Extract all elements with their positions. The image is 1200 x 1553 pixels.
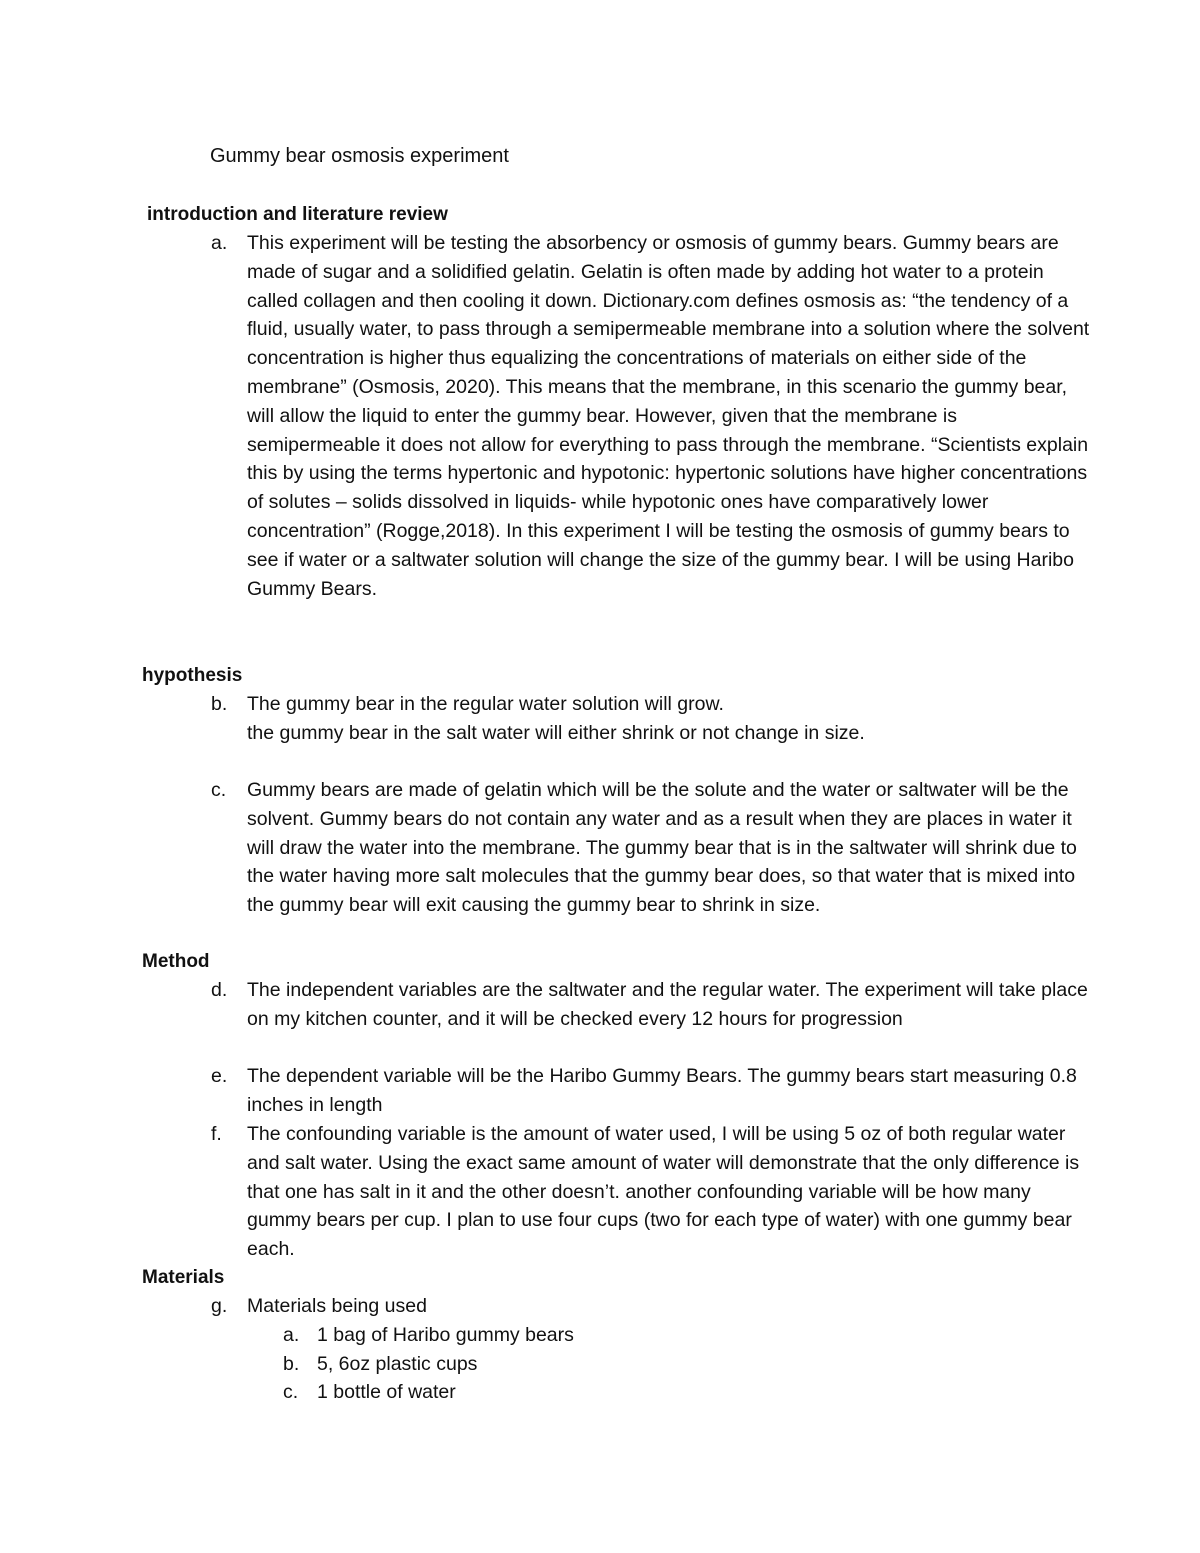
- list-item-g: [211, 1292, 1091, 1321]
- sub-list-item-a: [283, 1321, 574, 1350]
- sub-list-label: a.: [283, 1324, 300, 1346]
- intro-heading: introduction and literature review: [147, 204, 448, 225]
- sub-list-item-c: [283, 1378, 456, 1407]
- list-item-e: [211, 1062, 1091, 1120]
- list-label: b.: [211, 693, 228, 715]
- hypothesis-heading: hypothesis: [142, 665, 243, 686]
- list-text: Materials being used: [247, 1295, 427, 1317]
- list-item-c: [211, 776, 1091, 920]
- list-label: a.: [211, 232, 228, 254]
- sub-list-text: 1 bottle of water: [317, 1381, 456, 1403]
- sub-list-text: 1 bag of Haribo gummy bears: [317, 1324, 574, 1346]
- document-title: Gummy bear osmosis experiment: [210, 145, 509, 167]
- sub-list-item-b: [283, 1350, 477, 1379]
- list-label: e.: [211, 1065, 228, 1087]
- list-label: d.: [211, 979, 228, 1001]
- list-label: g.: [211, 1295, 228, 1317]
- list-label: c.: [211, 779, 227, 801]
- materials-heading: Materials: [142, 1267, 225, 1288]
- list-item-d: [211, 976, 1091, 1034]
- list-item-b: [211, 690, 1091, 748]
- list-item-a: [211, 229, 1091, 603]
- list-text-continued: the gummy bear in the salt water will either shrink or not change in size.: [247, 721, 865, 744]
- method-heading: Method: [142, 951, 210, 972]
- list-text: The dependent variable will be the Haribo Gummy Bears. The gummy bears start measuring 0.8 inches in length: [247, 1065, 1077, 1116]
- sub-list-text: 5, 6oz plastic cups: [317, 1353, 478, 1375]
- list-label: f.: [211, 1123, 222, 1145]
- list-item-f: [211, 1120, 1091, 1264]
- sub-list-label: c.: [283, 1381, 299, 1403]
- list-text: The confounding variable is the amount of water used, I will be using 5 oz of both regular water and salt water. Using the exact same amount of water will demonstrate that the only difference is that one has salt in it and the other doesn’t. another confounding variable will be how many gummy bears per cup. I plan to use four cups (two for each type of water) with one gummy bear each.: [247, 1123, 1080, 1261]
- sub-list-label: b.: [283, 1353, 300, 1375]
- list-text: Gummy bears are made of gelatin which will be the solute and the water or saltwater will be the solvent. Gummy bears do not contain any water and as a result when they are places in water it will draw the water into the membrane. The gummy bear that is in the saltwater will shrink due to the water having more salt molecules that the gummy bear does, so that water that is mixed into the gummy bear will exit causing the gummy bear to shrink in size.: [247, 779, 1077, 917]
- list-text: The independent variables are the saltwater and the regular water. The experiment will take place on my kitchen counter, and it will be checked every 12 hours for progression: [247, 979, 1088, 1030]
- list-text: This experiment will be testing the absorbency or osmosis of gummy bears. Gummy bears are made of sugar and a solidified gelatin. Gelatin is often made by adding hot water to a protein called collagen and then cooling it down. Dictionary.com defines osmosis as: “the tendency of a fluid, usually water, to pass through a semipermeable membrane into a solution where the solvent concentration is higher thus equalizing the concentrations of materials on either side of the membrane” (Osmosis, 2020). This means that the membrane, in this scenario the gummy bear, will allow the liquid to enter the gummy bear. However, given that the membrane is semipermeable it does not allow for everything to pass through the membrane. “Scientists explain this by using the terms hypertonic and hypotonic: hypertonic solutions have higher concentrations of solutes – solids dissolved in liquids- while hypotonic ones have comparatively lower concentration” (Rogge,2018). In this experiment I will be testing the osmosis of gummy bears to see if water or a saltwater solution will change the size of the gummy bear. I will be using Haribo Gummy Bears.: [247, 232, 1090, 600]
- list-text: The gummy bear in the regular water solution will grow.: [247, 693, 724, 715]
